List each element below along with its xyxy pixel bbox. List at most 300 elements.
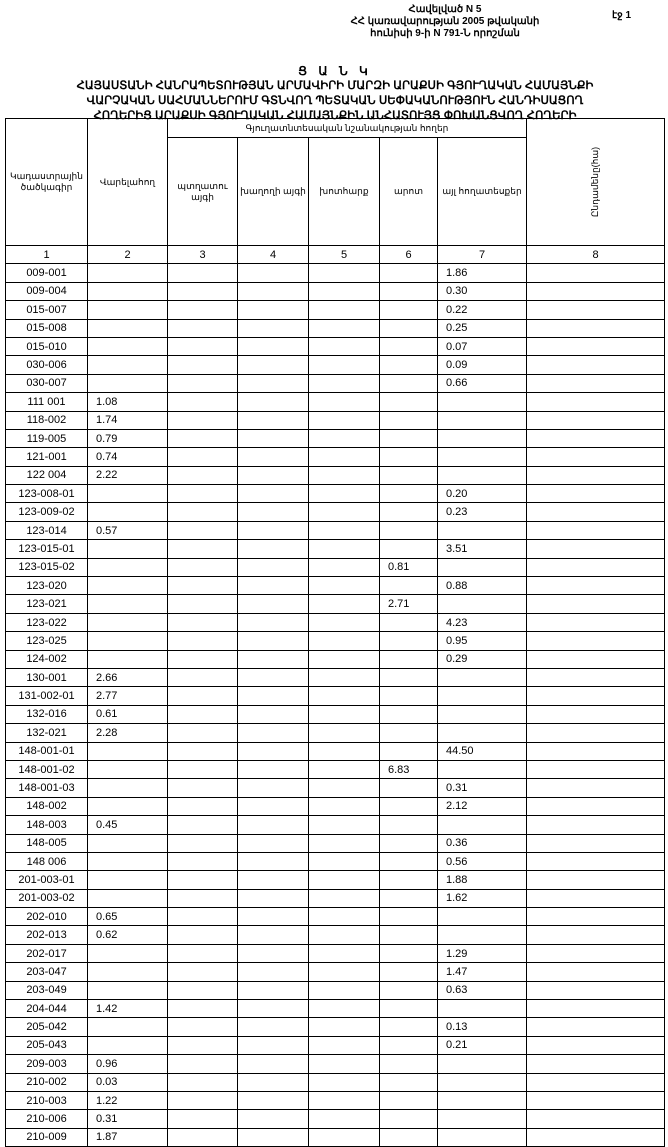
table-row bbox=[6, 908, 665, 926]
table-body bbox=[6, 264, 665, 1147]
vineyard-cell bbox=[238, 411, 309, 429]
table-row bbox=[6, 760, 665, 778]
cadastral-code-cell: 148-001-02 bbox=[6, 760, 88, 778]
other-lands-cell: 3.51 bbox=[438, 540, 527, 558]
hayfield-cell bbox=[309, 668, 380, 686]
arable-cell bbox=[88, 760, 168, 778]
pasture-cell bbox=[380, 908, 438, 926]
orchard-cell bbox=[168, 852, 238, 870]
orchard-cell bbox=[168, 613, 238, 631]
total-cell bbox=[527, 871, 665, 889]
total-cell bbox=[527, 852, 665, 870]
orchard-cell bbox=[168, 668, 238, 686]
hayfield-cell bbox=[309, 632, 380, 650]
vineyard-cell bbox=[238, 1036, 309, 1054]
total-cell bbox=[527, 466, 665, 484]
cadastral-code-cell: 148-003 bbox=[6, 816, 88, 834]
cadastral-code-cell: 118-002 bbox=[6, 411, 88, 429]
hayfield-cell bbox=[309, 889, 380, 907]
pasture-cell bbox=[380, 632, 438, 650]
other-lands-cell bbox=[438, 668, 527, 686]
vineyard-cell bbox=[238, 393, 309, 411]
other-lands-cell: 1.62 bbox=[438, 889, 527, 907]
other-lands-cell bbox=[438, 411, 527, 429]
orchard-cell bbox=[168, 429, 238, 447]
vineyard-cell bbox=[238, 282, 309, 300]
vineyard-cell bbox=[238, 742, 309, 760]
arable-cell: 1.74 bbox=[88, 411, 168, 429]
table-row bbox=[6, 1073, 665, 1091]
orchard-cell bbox=[168, 816, 238, 834]
pasture-cell bbox=[380, 613, 438, 631]
hayfield-cell bbox=[309, 337, 380, 355]
appendix-decision-line: ՀՀ կառավարության 2005 թվականի bbox=[350, 16, 540, 27]
title-line-1: ՀԱՅԱՍՏԱՆԻ ՀԱՆՐԱՊԵՏՈՒԹՅԱՆ ԱՐՄԱՎԻՐԻ ՄԱՐԶԻ ԱՐԱՔՍԻ ԳՅՈՒՂԱԿԱՆ ՀԱՄԱՅՆՔԻ bbox=[76, 80, 594, 92]
orchard-cell bbox=[168, 687, 238, 705]
arable-cell bbox=[88, 779, 168, 797]
orchard-cell bbox=[168, 337, 238, 355]
arable-cell bbox=[88, 963, 168, 981]
cadastral-code-cell: 205-043 bbox=[6, 1036, 88, 1054]
vineyard-cell bbox=[238, 724, 309, 742]
arable-cell bbox=[88, 981, 168, 999]
other-lands-cell bbox=[438, 705, 527, 723]
total-cell bbox=[527, 834, 665, 852]
hayfield-cell bbox=[309, 944, 380, 962]
orchard-cell bbox=[168, 889, 238, 907]
orchard-cell bbox=[168, 1000, 238, 1018]
orchard-cell bbox=[168, 650, 238, 668]
orchard-cell bbox=[168, 834, 238, 852]
total-cell bbox=[527, 724, 665, 742]
other-lands-cell bbox=[438, 687, 527, 705]
total-cell bbox=[527, 337, 665, 355]
other-lands-cell: 1.86 bbox=[438, 264, 527, 282]
other-lands-cell: 0.21 bbox=[438, 1036, 527, 1054]
other-lands-cell: 0.13 bbox=[438, 1018, 527, 1036]
hayfield-cell bbox=[309, 797, 380, 815]
col-header-hayfield: խոտհարք bbox=[309, 138, 380, 246]
total-cell bbox=[527, 705, 665, 723]
table-row bbox=[6, 282, 665, 300]
vineyard-cell bbox=[238, 1128, 309, 1146]
arable-cell: 0.45 bbox=[88, 816, 168, 834]
total-cell bbox=[527, 816, 665, 834]
arable-cell bbox=[88, 503, 168, 521]
total-cell bbox=[527, 1018, 665, 1036]
cadastral-code-cell: 124-002 bbox=[6, 650, 88, 668]
vineyard-cell bbox=[238, 1000, 309, 1018]
orchard-cell bbox=[168, 871, 238, 889]
table-row bbox=[6, 944, 665, 962]
pasture-cell bbox=[380, 779, 438, 797]
orchard-cell bbox=[168, 705, 238, 723]
total-cell bbox=[527, 521, 665, 539]
arable-cell bbox=[88, 319, 168, 337]
vineyard-cell bbox=[238, 632, 309, 650]
vineyard-cell bbox=[238, 1055, 309, 1073]
pasture-cell bbox=[380, 852, 438, 870]
table-row bbox=[6, 521, 665, 539]
total-cell bbox=[527, 374, 665, 392]
table-row bbox=[6, 595, 665, 613]
total-cell bbox=[527, 503, 665, 521]
table-row bbox=[6, 963, 665, 981]
vineyard-cell bbox=[238, 374, 309, 392]
pasture-cell bbox=[380, 411, 438, 429]
table-row bbox=[6, 779, 665, 797]
table-row bbox=[6, 632, 665, 650]
table-row bbox=[6, 301, 665, 319]
arable-cell bbox=[88, 944, 168, 962]
table-row bbox=[6, 852, 665, 870]
total-cell bbox=[527, 1055, 665, 1073]
table-row bbox=[6, 577, 665, 595]
cadastral-code-cell: 123-021 bbox=[6, 595, 88, 613]
pasture-cell bbox=[380, 521, 438, 539]
total-cell bbox=[527, 356, 665, 374]
pasture-cell bbox=[380, 797, 438, 815]
hayfield-cell bbox=[309, 521, 380, 539]
table-row bbox=[6, 889, 665, 907]
vineyard-cell bbox=[238, 705, 309, 723]
other-lands-cell bbox=[438, 1000, 527, 1018]
vineyard-cell bbox=[238, 337, 309, 355]
cadastral-code-cell: 123-009-02 bbox=[6, 503, 88, 521]
orchard-cell bbox=[168, 282, 238, 300]
other-lands-cell bbox=[438, 1128, 527, 1146]
cadastral-code-cell: 148-001-01 bbox=[6, 742, 88, 760]
cadastral-code-cell: 123-014 bbox=[6, 521, 88, 539]
other-lands-cell: 0.63 bbox=[438, 981, 527, 999]
vineyard-cell bbox=[238, 466, 309, 484]
hayfield-cell bbox=[309, 834, 380, 852]
total-cell bbox=[527, 797, 665, 815]
table-row bbox=[6, 871, 665, 889]
other-lands-cell: 0.25 bbox=[438, 319, 527, 337]
cadastral-code-cell: 148 006 bbox=[6, 852, 88, 870]
total-cell bbox=[527, 448, 665, 466]
total-cell bbox=[527, 1128, 665, 1146]
total-cell bbox=[527, 687, 665, 705]
table-row bbox=[6, 264, 665, 282]
total-cell bbox=[527, 742, 665, 760]
pasture-cell bbox=[380, 816, 438, 834]
vineyard-cell bbox=[238, 871, 309, 889]
hayfield-cell bbox=[309, 816, 380, 834]
appendix-header bbox=[300, 4, 590, 40]
hayfield-cell bbox=[309, 779, 380, 797]
total-cell bbox=[527, 613, 665, 631]
pasture-cell: 6.83 bbox=[380, 760, 438, 778]
cadastral-code-cell: 123-025 bbox=[6, 632, 88, 650]
vineyard-cell bbox=[238, 540, 309, 558]
pasture-cell bbox=[380, 301, 438, 319]
cadastral-code-cell: 030-007 bbox=[6, 374, 88, 392]
arable-cell: 1.87 bbox=[88, 1128, 168, 1146]
hayfield-cell bbox=[309, 871, 380, 889]
arable-cell bbox=[88, 889, 168, 907]
col-header-arable: Վարելահող bbox=[88, 119, 168, 246]
other-lands-cell: 0.56 bbox=[438, 852, 527, 870]
vineyard-cell bbox=[238, 1110, 309, 1128]
table-row bbox=[6, 816, 665, 834]
hayfield-cell bbox=[309, 981, 380, 999]
table-row bbox=[6, 319, 665, 337]
vineyard-cell bbox=[238, 944, 309, 962]
total-cell bbox=[527, 650, 665, 668]
arable-cell bbox=[88, 374, 168, 392]
total-cell bbox=[527, 760, 665, 778]
hayfield-cell bbox=[309, 503, 380, 521]
other-lands-cell: 0.09 bbox=[438, 356, 527, 374]
vineyard-cell bbox=[238, 613, 309, 631]
table-row bbox=[6, 797, 665, 815]
vineyard-cell bbox=[238, 301, 309, 319]
arable-cell: 2.66 bbox=[88, 668, 168, 686]
table-row bbox=[6, 356, 665, 374]
orchard-cell bbox=[168, 1055, 238, 1073]
other-lands-cell bbox=[438, 1073, 527, 1091]
vineyard-cell bbox=[238, 834, 309, 852]
hayfield-cell bbox=[309, 1128, 380, 1146]
cadastral-code-cell: 015-007 bbox=[6, 301, 88, 319]
total-cell bbox=[527, 1073, 665, 1091]
table-row bbox=[6, 1110, 665, 1128]
other-lands-cell bbox=[438, 558, 527, 576]
other-lands-cell bbox=[438, 595, 527, 613]
pasture-cell bbox=[380, 319, 438, 337]
table-row bbox=[6, 448, 665, 466]
table-row bbox=[6, 687, 665, 705]
orchard-cell bbox=[168, 521, 238, 539]
arable-cell bbox=[88, 834, 168, 852]
table-row bbox=[6, 1128, 665, 1146]
other-lands-cell: 0.95 bbox=[438, 632, 527, 650]
hayfield-cell bbox=[309, 687, 380, 705]
col-number: 4 bbox=[238, 246, 309, 264]
col-number: 7 bbox=[438, 246, 527, 264]
vineyard-cell bbox=[238, 650, 309, 668]
hayfield-cell bbox=[309, 1091, 380, 1109]
cadastral-code-cell: 148-001-03 bbox=[6, 779, 88, 797]
pasture-cell bbox=[380, 981, 438, 999]
total-cell bbox=[527, 282, 665, 300]
orchard-cell bbox=[168, 1073, 238, 1091]
vineyard-cell bbox=[238, 429, 309, 447]
vineyard-cell bbox=[238, 963, 309, 981]
pasture-cell bbox=[380, 503, 438, 521]
arable-cell: 0.74 bbox=[88, 448, 168, 466]
other-lands-cell: 0.22 bbox=[438, 301, 527, 319]
orchard-cell bbox=[168, 779, 238, 797]
table-row bbox=[6, 1091, 665, 1109]
cadastral-code-cell: 210-006 bbox=[6, 1110, 88, 1128]
orchard-cell bbox=[168, 411, 238, 429]
appendix-label: Հավելված N 5 bbox=[408, 4, 482, 15]
hayfield-cell bbox=[309, 760, 380, 778]
vineyard-cell bbox=[238, 797, 309, 815]
arable-cell bbox=[88, 264, 168, 282]
land-table bbox=[5, 118, 665, 1147]
arable-cell bbox=[88, 337, 168, 355]
other-lands-cell: 0.23 bbox=[438, 503, 527, 521]
pasture-cell bbox=[380, 356, 438, 374]
other-lands-cell: 0.07 bbox=[438, 337, 527, 355]
vineyard-cell bbox=[238, 485, 309, 503]
cadastral-code-cell: 123-015-01 bbox=[6, 540, 88, 558]
arable-cell: 1.22 bbox=[88, 1091, 168, 1109]
hayfield-cell bbox=[309, 1073, 380, 1091]
pasture-cell bbox=[380, 889, 438, 907]
pasture-cell bbox=[380, 1073, 438, 1091]
other-lands-cell: 1.88 bbox=[438, 871, 527, 889]
hayfield-cell bbox=[309, 926, 380, 944]
pasture-cell bbox=[380, 944, 438, 962]
vineyard-cell bbox=[238, 356, 309, 374]
table-row bbox=[6, 337, 665, 355]
arable-cell bbox=[88, 797, 168, 815]
title-main: Ց Ա Ն Կ bbox=[298, 64, 372, 78]
pasture-cell bbox=[380, 337, 438, 355]
cadastral-code-cell: 131-002-01 bbox=[6, 687, 88, 705]
other-lands-cell bbox=[438, 466, 527, 484]
cadastral-code-cell: 204-044 bbox=[6, 1000, 88, 1018]
orchard-cell bbox=[168, 981, 238, 999]
cadastral-code-cell: 009-001 bbox=[6, 264, 88, 282]
vineyard-cell bbox=[238, 816, 309, 834]
other-lands-cell bbox=[438, 1091, 527, 1109]
total-cell bbox=[527, 319, 665, 337]
col-header-total: Ընդամենը(հա) bbox=[527, 119, 665, 246]
arable-cell: 0.65 bbox=[88, 908, 168, 926]
other-lands-cell: 0.88 bbox=[438, 577, 527, 595]
pasture-cell bbox=[380, 742, 438, 760]
total-cell bbox=[527, 632, 665, 650]
cadastral-code-cell: 123-015-02 bbox=[6, 558, 88, 576]
vineyard-cell bbox=[238, 558, 309, 576]
other-lands-cell: 0.31 bbox=[438, 779, 527, 797]
cadastral-code-cell: 202-017 bbox=[6, 944, 88, 962]
arable-cell bbox=[88, 595, 168, 613]
orchard-cell bbox=[168, 1128, 238, 1146]
other-lands-cell: 0.29 bbox=[438, 650, 527, 668]
cadastral-code-cell: 009-004 bbox=[6, 282, 88, 300]
col-number: 2 bbox=[88, 246, 168, 264]
other-lands-cell: 0.36 bbox=[438, 834, 527, 852]
table-row bbox=[6, 650, 665, 668]
arable-cell bbox=[88, 632, 168, 650]
total-cell bbox=[527, 393, 665, 411]
other-lands-cell bbox=[438, 816, 527, 834]
other-lands-cell: 1.47 bbox=[438, 963, 527, 981]
vineyard-cell bbox=[238, 1073, 309, 1091]
hayfield-cell bbox=[309, 852, 380, 870]
cadastral-code-cell: 209-003 bbox=[6, 1055, 88, 1073]
table-row bbox=[6, 485, 665, 503]
arable-cell bbox=[88, 613, 168, 631]
col-number: 3 bbox=[168, 246, 238, 264]
vineyard-cell bbox=[238, 668, 309, 686]
hayfield-cell bbox=[309, 374, 380, 392]
hayfield-cell bbox=[309, 963, 380, 981]
cadastral-code-cell: 015-010 bbox=[6, 337, 88, 355]
vineyard-cell bbox=[238, 926, 309, 944]
arable-cell bbox=[88, 577, 168, 595]
arable-cell bbox=[88, 558, 168, 576]
table-row bbox=[6, 668, 665, 686]
other-lands-cell bbox=[438, 448, 527, 466]
pasture-cell bbox=[380, 871, 438, 889]
total-cell bbox=[527, 668, 665, 686]
orchard-cell bbox=[168, 264, 238, 282]
hayfield-cell bbox=[309, 411, 380, 429]
total-cell bbox=[527, 1000, 665, 1018]
pasture-cell: 2.71 bbox=[380, 595, 438, 613]
hayfield-cell bbox=[309, 1110, 380, 1128]
vineyard-cell bbox=[238, 577, 309, 595]
hayfield-cell bbox=[309, 540, 380, 558]
orchard-cell bbox=[168, 485, 238, 503]
hayfield-cell bbox=[309, 1000, 380, 1018]
cadastral-code-cell: 203-049 bbox=[6, 981, 88, 999]
pasture-cell bbox=[380, 429, 438, 447]
vineyard-cell bbox=[238, 760, 309, 778]
hayfield-cell bbox=[309, 613, 380, 631]
other-lands-cell: 1.29 bbox=[438, 944, 527, 962]
hayfield-cell bbox=[309, 742, 380, 760]
hayfield-cell bbox=[309, 319, 380, 337]
pasture-cell bbox=[380, 540, 438, 558]
table-row bbox=[6, 613, 665, 631]
arable-cell: 2.28 bbox=[88, 724, 168, 742]
orchard-cell bbox=[168, 356, 238, 374]
arable-cell bbox=[88, 356, 168, 374]
other-lands-cell: 4.23 bbox=[438, 613, 527, 631]
other-lands-cell: 44.50 bbox=[438, 742, 527, 760]
vineyard-cell bbox=[238, 521, 309, 539]
arable-cell: 0.62 bbox=[88, 926, 168, 944]
orchard-cell bbox=[168, 926, 238, 944]
orchard-cell bbox=[168, 742, 238, 760]
cadastral-code-cell: 148-002 bbox=[6, 797, 88, 815]
cadastral-code-cell: 123-020 bbox=[6, 577, 88, 595]
arable-cell: 0.31 bbox=[88, 1110, 168, 1128]
cadastral-code-cell: 201-003-02 bbox=[6, 889, 88, 907]
hayfield-cell bbox=[309, 393, 380, 411]
pasture-cell bbox=[380, 963, 438, 981]
arable-cell bbox=[88, 282, 168, 300]
col-header-other-lands: այլ հողատեսքեր bbox=[438, 138, 527, 246]
table-row bbox=[6, 742, 665, 760]
cadastral-code-cell: 210-009 bbox=[6, 1128, 88, 1146]
orchard-cell bbox=[168, 374, 238, 392]
total-cell bbox=[527, 889, 665, 907]
table-row bbox=[6, 1055, 665, 1073]
hayfield-cell bbox=[309, 595, 380, 613]
vineyard-cell bbox=[238, 889, 309, 907]
document-title bbox=[30, 64, 640, 124]
arable-cell: 2.77 bbox=[88, 687, 168, 705]
table-row bbox=[6, 429, 665, 447]
vineyard-cell bbox=[238, 503, 309, 521]
vineyard-cell bbox=[238, 852, 309, 870]
hayfield-cell bbox=[309, 1036, 380, 1054]
col-number: 8 bbox=[527, 246, 665, 264]
appendix-date-line: հունիսի 9-ի N 791-Ն որոշման bbox=[370, 28, 520, 39]
other-lands-cell: 0.30 bbox=[438, 282, 527, 300]
arable-cell bbox=[88, 871, 168, 889]
